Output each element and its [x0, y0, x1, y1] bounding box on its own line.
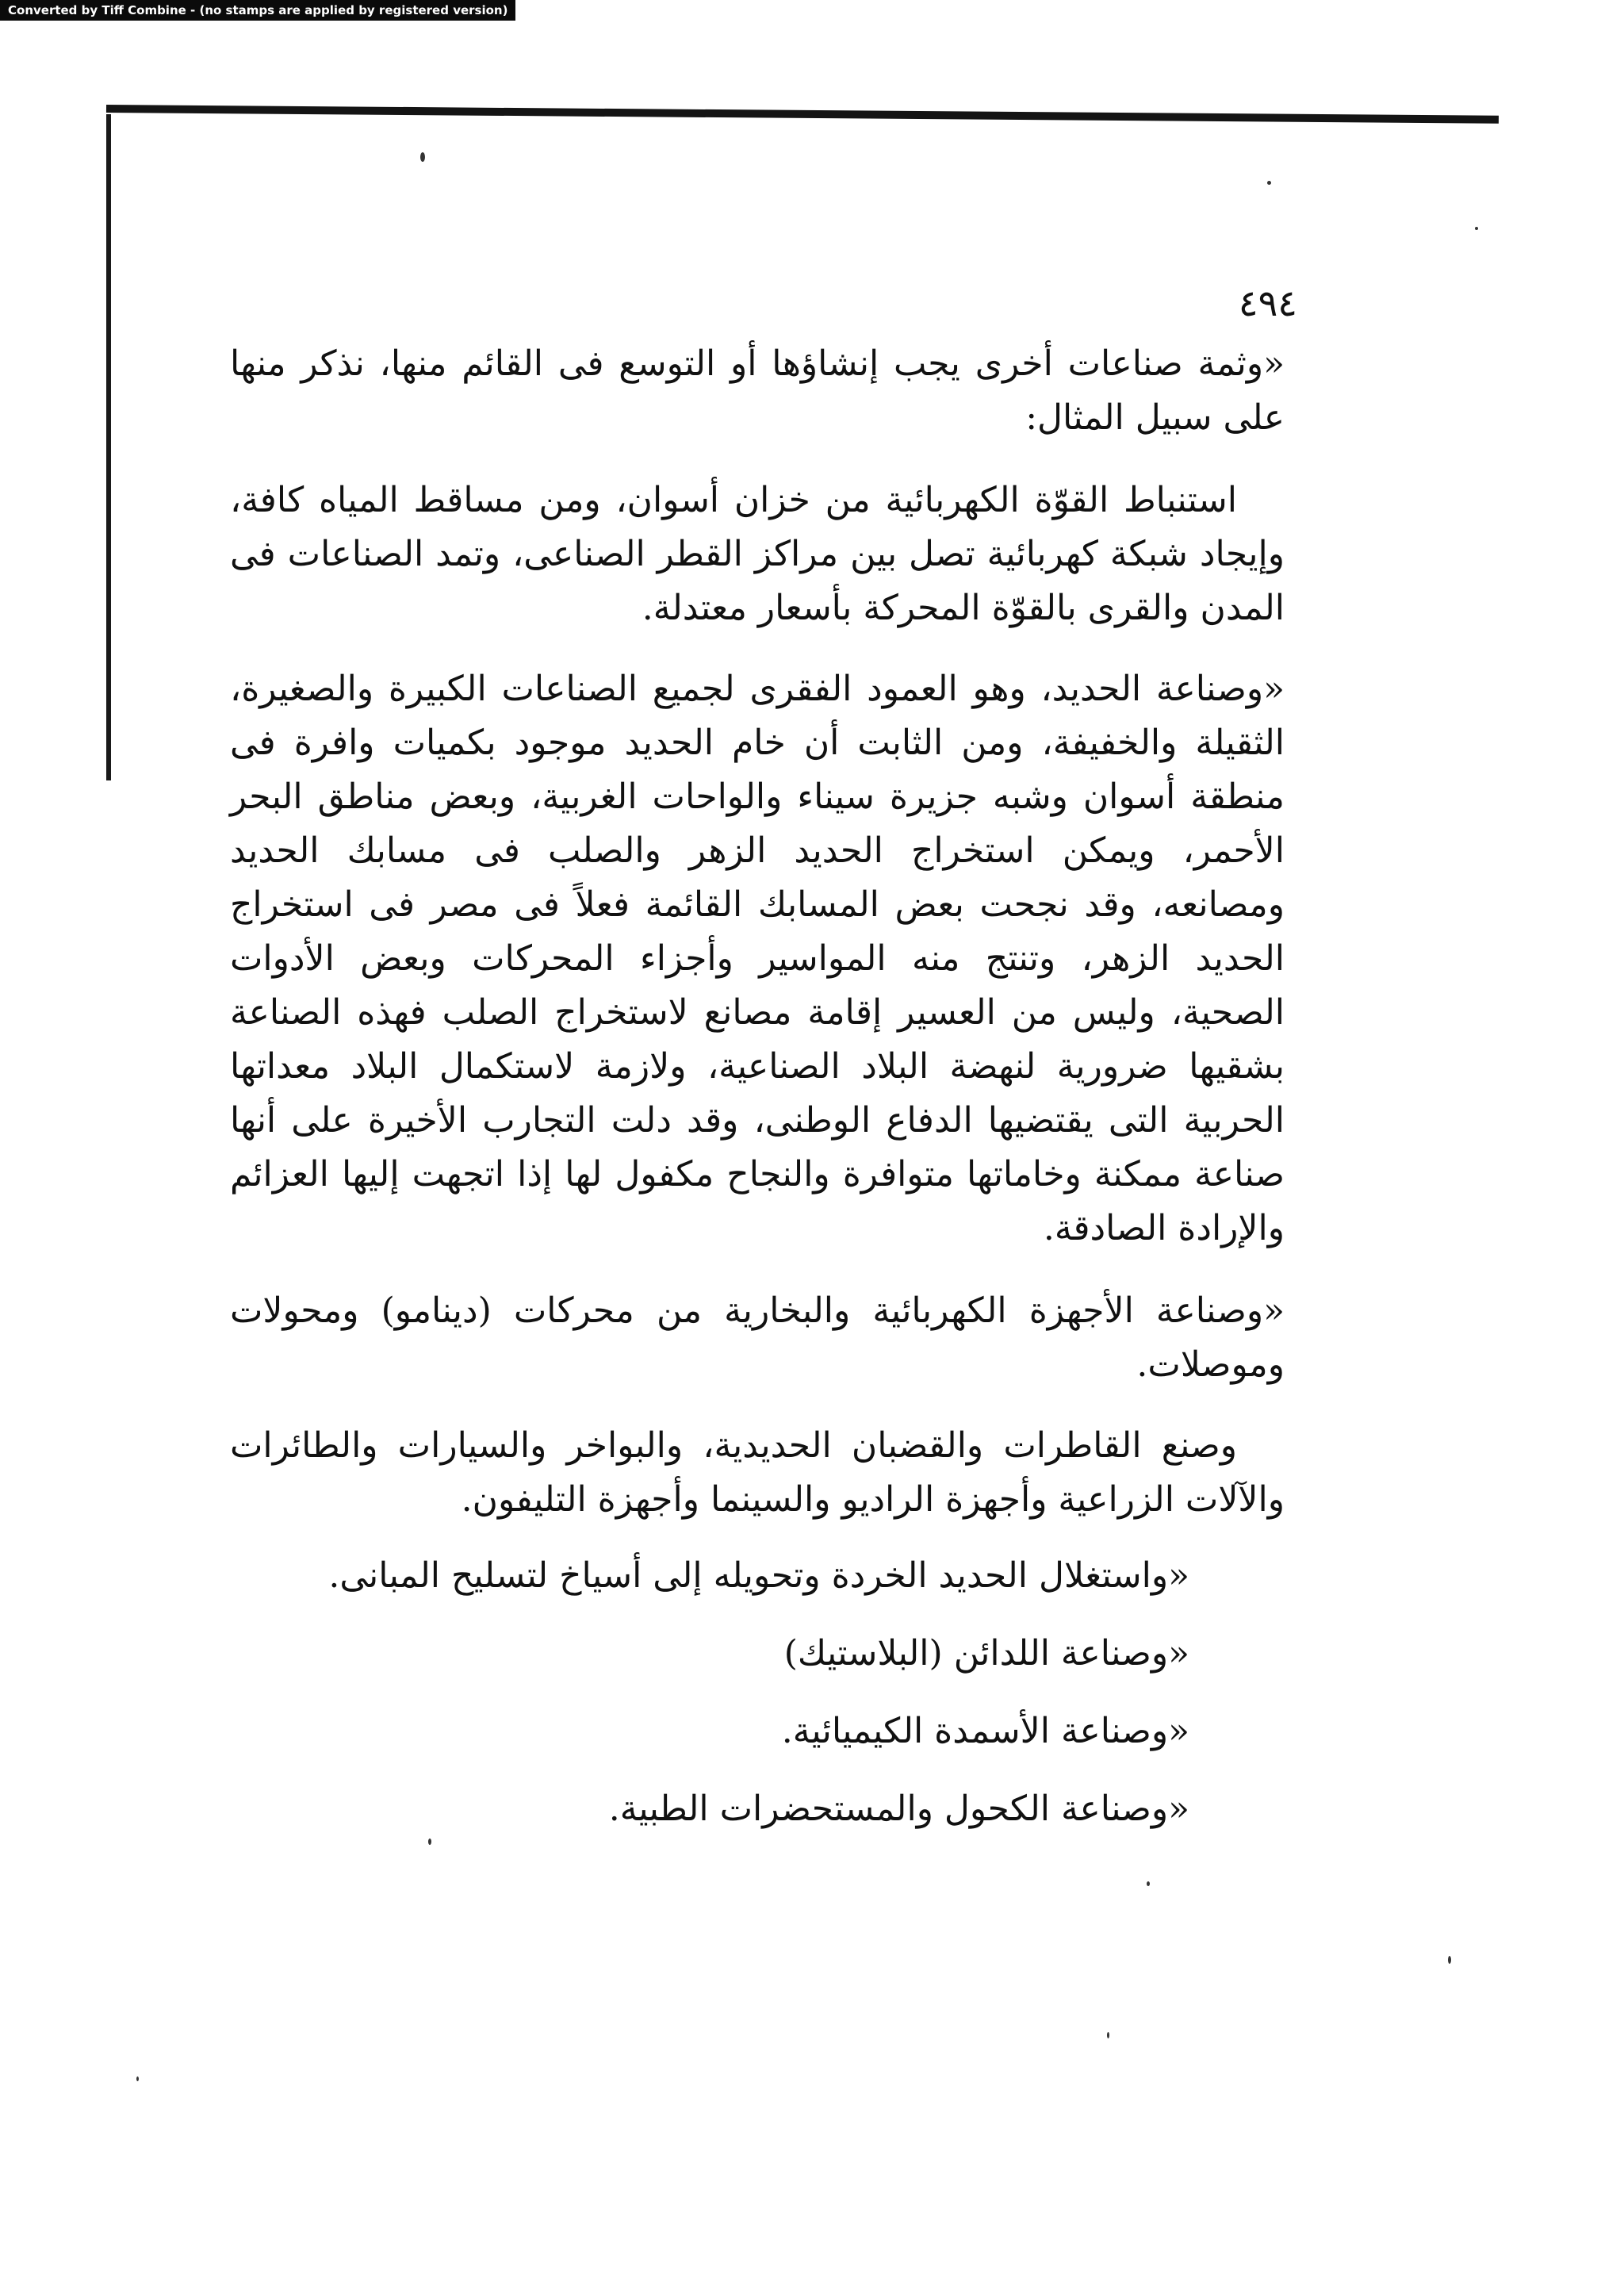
top-border-rule	[106, 105, 1499, 124]
list-item-plastics: «وصناعة اللدائن (البلاستيك)	[783, 1633, 1189, 1674]
paragraph-intro: «وثمة صناعات أخرى يجب إنشاؤها أو التوسع فى القائم منها، نذكر منها على سبيل المثال:	[230, 343, 1285, 438]
paragraph-iron-industry: «وصناعة الحديد، وهو العمود الفقرى لجميع الصناعات الكبيرة والصغيرة، الثقيلة والخفيفة، ومن الثابت أن خام الحديد موجود بكميات وافرة فى منطقة أسوان وشبه جزيرة سيناء والواحات الغربية، وبعض مناطق البحر الأحمر، ويمكن استخراج الحديد الزهر والصلب فى مسابك الحديد ومصانعه، وقد نجحت بعض المسابك القائمة فعلاً فى مصر فى استخراج الحديد الزهر، وتنتج منه المواسير وأجزاء المحركات وبعض الأدوات الصحية، وليس من العسير إقامة مصانع لاستخراج الصلب فهذه الصناعة بشقيها ضرورية لنهضة البلاد الصناعية، ولازمة لاستكمال البلاد معداتها الحربية التى يقتضيها الدفاع الوطنى، وقد دلت التجارب الأخيرة على أنها صناعة ممكنة وخاماتها متوافرة والنجاح مكفول لها إذا اتجهت إليها العزائم والإرادة الصادقة.	[230, 669, 1285, 1248]
page-number: ٤٩٤	[1238, 282, 1297, 324]
scan-speck	[1147, 1881, 1150, 1886]
list-item-alcohol-medicine: «وصناعة الكحول والمستحضرات الطبية.	[608, 1789, 1189, 1829]
page-body	[230, 337, 1285, 1860]
scan-speck	[1475, 227, 1478, 230]
list-item-fertilizers: «وصناعة الأسمدة الكيميائية.	[781, 1711, 1189, 1751]
scan-speck	[1267, 181, 1271, 185]
paragraph-electric-power: استنباط القوّة الكهربائية من خزان أسوان، ومن مساقط المياه كافة، وإيجاد شبكة كهربائية تصل بين مراكز القطر الصناعى، وتمد الصناعات فى المدن والقرى بالقوّة المحركة بأسعار معتدلة.	[230, 480, 1285, 628]
scan-speck	[1448, 1956, 1451, 1964]
scan-speck	[136, 2076, 139, 2081]
list-item-scrap-iron: «واستغلال الحديد الخردة وتحويله إلى أسياخ لتسليح المبانى.	[328, 1555, 1189, 1596]
scan-speck	[1107, 2032, 1109, 2038]
left-border-rule	[106, 114, 111, 780]
paragraph-vehicles: وصنع القاطرات والقضبان الحديدية، والبواخر والسيارات والطائرات والآلات الزراعية وأجهزة الراديو والسينما وأجهزة التليفون.	[230, 1425, 1285, 1520]
converter-banner: Converted by Tiff Combine - (no stamps are applied by registered version)	[0, 0, 515, 21]
scan-speck	[428, 1839, 431, 1845]
paragraph-electrical-equipment: «وصناعة الأجهزة الكهربائية والبخارية من محركات (دينامو) ومحولات وموصلات.	[230, 1290, 1285, 1385]
scan-speck	[420, 152, 425, 162]
